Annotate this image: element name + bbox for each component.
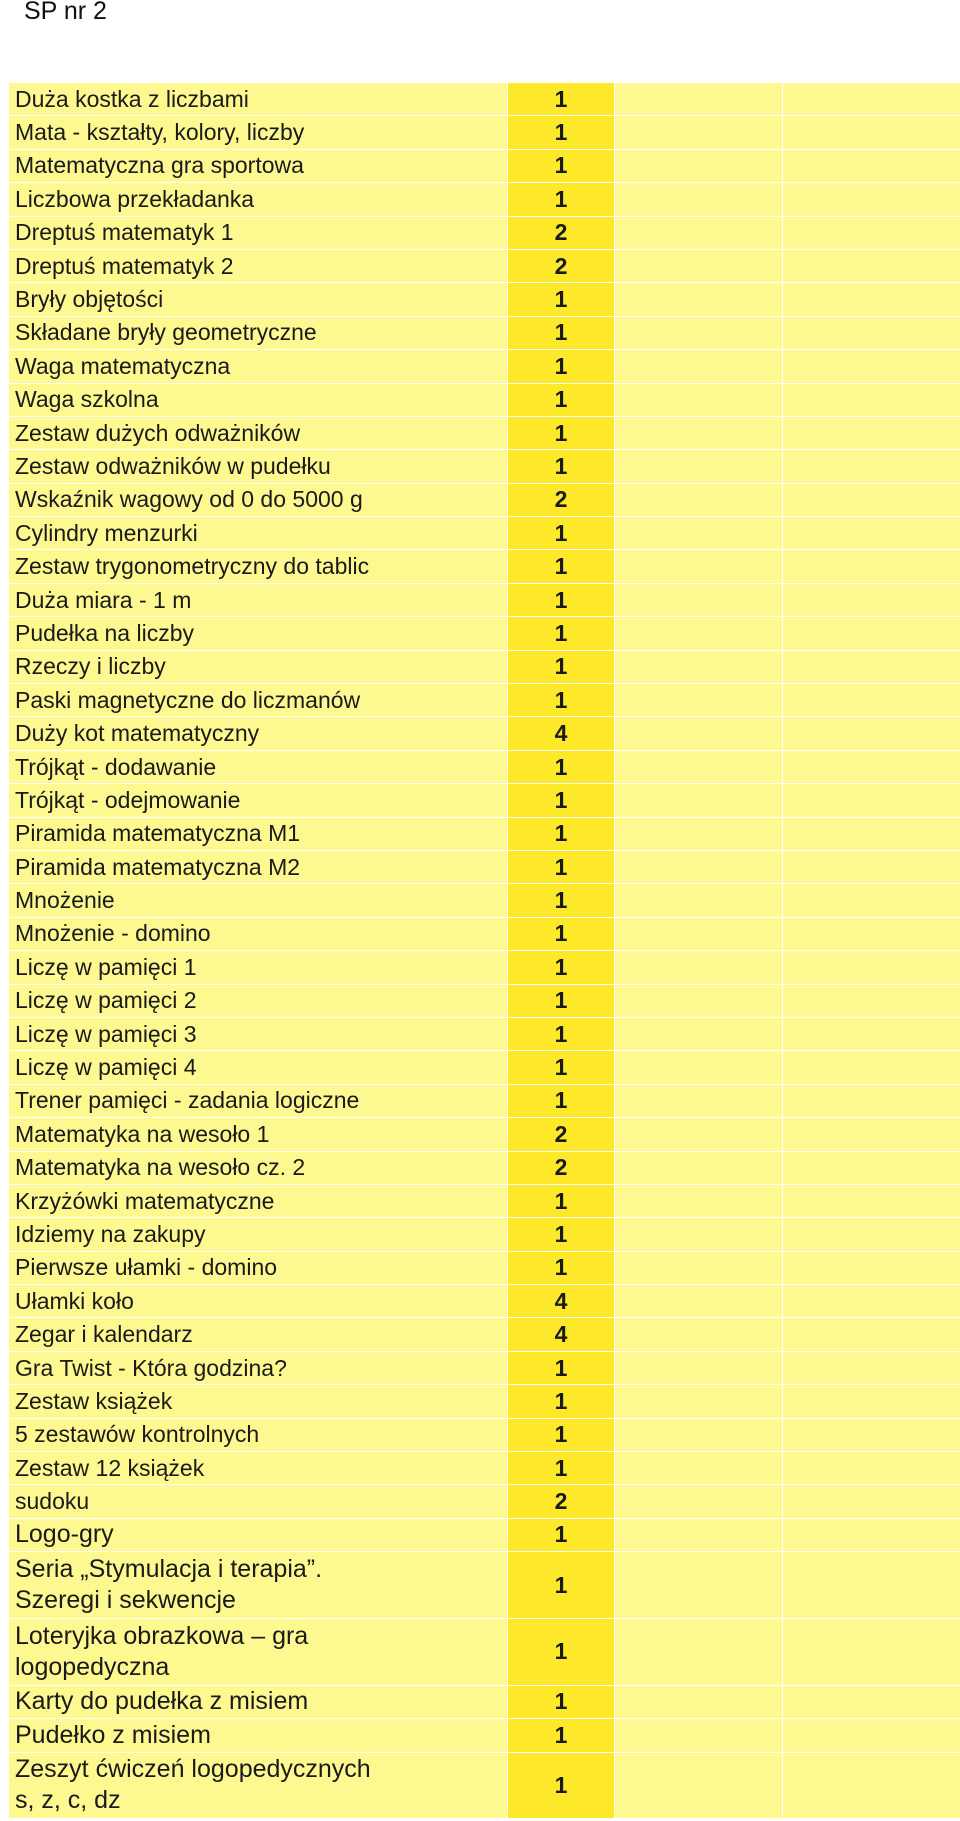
item-name-cell: Mnożenie bbox=[9, 884, 508, 917]
empty-cell bbox=[783, 150, 960, 183]
item-name-cell: Piramida matematyczna M1 bbox=[9, 818, 508, 851]
table-row bbox=[9, 684, 960, 717]
empty-cell bbox=[783, 183, 960, 216]
table-row bbox=[9, 1619, 960, 1686]
empty-cell bbox=[783, 784, 960, 817]
item-quantity-cell: 1 bbox=[508, 350, 615, 383]
item-name-cell: Zeszyt ćwiczeń logopedycznych s, z, c, dz bbox=[9, 1753, 508, 1820]
page-title: SP nr 2 bbox=[24, 0, 107, 25]
table-row bbox=[9, 1452, 960, 1485]
empty-cell bbox=[783, 217, 960, 250]
item-quantity-cell: 1 bbox=[508, 617, 615, 650]
item-name-cell: Pudełko z misiem bbox=[9, 1719, 508, 1752]
empty-cell bbox=[615, 751, 783, 784]
empty-cell bbox=[783, 951, 960, 984]
table-row bbox=[9, 918, 960, 951]
empty-cell bbox=[615, 83, 783, 116]
empty-cell bbox=[783, 1686, 960, 1719]
item-quantity-cell: 4 bbox=[508, 717, 615, 750]
item-quantity-cell: 1 bbox=[508, 884, 615, 917]
empty-cell bbox=[783, 83, 960, 116]
table-row bbox=[9, 1218, 960, 1251]
empty-cell bbox=[615, 183, 783, 216]
item-name-cell: Trójkąt - odejmowanie bbox=[9, 784, 508, 817]
empty-cell bbox=[615, 1018, 783, 1051]
item-quantity-cell: 2 bbox=[508, 1152, 615, 1185]
item-quantity-cell: 1 bbox=[508, 83, 615, 116]
item-quantity-cell: 1 bbox=[508, 384, 615, 417]
item-name-cell: Matematyka na wesoło 1 bbox=[9, 1118, 508, 1151]
item-quantity-cell: 1 bbox=[508, 116, 615, 149]
table-row bbox=[9, 450, 960, 483]
item-quantity-cell: 1 bbox=[508, 1252, 615, 1285]
item-name-cell: Zestaw 12 książek bbox=[9, 1452, 508, 1485]
empty-cell bbox=[615, 717, 783, 750]
table-row bbox=[9, 250, 960, 283]
empty-cell bbox=[783, 1185, 960, 1218]
item-name-cell: 5 zestawów kontrolnych bbox=[9, 1419, 508, 1452]
item-quantity-cell: 1 bbox=[508, 784, 615, 817]
item-name-cell: Trójkąt - dodawanie bbox=[9, 751, 508, 784]
empty-cell bbox=[783, 1152, 960, 1185]
empty-cell bbox=[783, 684, 960, 717]
item-quantity-cell: 1 bbox=[508, 283, 615, 316]
empty-cell bbox=[615, 1619, 783, 1686]
item-name-cell: Paski magnetyczne do liczmanów bbox=[9, 684, 508, 717]
empty-cell bbox=[615, 918, 783, 951]
table-row bbox=[9, 584, 960, 617]
item-quantity-cell: 1 bbox=[508, 183, 615, 216]
table-row bbox=[9, 1152, 960, 1185]
table-row bbox=[9, 717, 960, 750]
empty-cell bbox=[783, 283, 960, 316]
table-row bbox=[9, 1051, 960, 1084]
empty-cell bbox=[783, 450, 960, 483]
empty-cell bbox=[615, 851, 783, 884]
item-name-cell: Liczę w pamięci 4 bbox=[9, 1051, 508, 1084]
empty-cell bbox=[783, 317, 960, 350]
table-row bbox=[9, 1686, 960, 1719]
empty-cell bbox=[783, 384, 960, 417]
item-name-cell: Idziemy na zakupy bbox=[9, 1218, 508, 1251]
item-name-cell: Liczbowa przekładanka bbox=[9, 183, 508, 216]
item-quantity-cell: 1 bbox=[508, 851, 615, 884]
empty-cell bbox=[615, 450, 783, 483]
empty-cell bbox=[783, 717, 960, 750]
empty-cell bbox=[783, 818, 960, 851]
item-name-cell: Karty do pudełka z misiem bbox=[9, 1686, 508, 1719]
item-quantity-cell: 1 bbox=[508, 584, 615, 617]
empty-cell bbox=[783, 1252, 960, 1285]
empty-cell bbox=[783, 1118, 960, 1151]
empty-cell bbox=[615, 784, 783, 817]
table-row bbox=[9, 1419, 960, 1452]
table-row bbox=[9, 1185, 960, 1218]
table-row bbox=[9, 651, 960, 684]
empty-cell bbox=[783, 1753, 960, 1820]
item-name-cell: Waga matematyczna bbox=[9, 350, 508, 383]
empty-cell bbox=[783, 1285, 960, 1318]
item-name-cell: Zestaw dużych odważników bbox=[9, 417, 508, 450]
table-row bbox=[9, 818, 960, 851]
table-row bbox=[9, 550, 960, 583]
item-name-cell: Zestaw trygonometryczny do tablic bbox=[9, 550, 508, 583]
item-name-cell: Mata - kształty, kolory, liczby bbox=[9, 116, 508, 149]
item-quantity-cell: 1 bbox=[508, 684, 615, 717]
empty-cell bbox=[783, 651, 960, 684]
empty-cell bbox=[615, 1552, 783, 1619]
empty-cell bbox=[783, 751, 960, 784]
empty-cell bbox=[783, 350, 960, 383]
item-quantity-cell: 1 bbox=[508, 1719, 615, 1752]
empty-cell bbox=[783, 1452, 960, 1485]
item-name-cell: Liczę w pamięci 3 bbox=[9, 1018, 508, 1051]
item-name-cell: Trener pamięci - zadania logiczne bbox=[9, 1085, 508, 1118]
item-quantity-cell: 1 bbox=[508, 150, 615, 183]
item-name-cell: Zestaw książek bbox=[9, 1385, 508, 1418]
empty-cell bbox=[783, 250, 960, 283]
item-name-cell: sudoku bbox=[9, 1485, 508, 1518]
item-quantity-cell: 1 bbox=[508, 651, 615, 684]
empty-cell bbox=[615, 1686, 783, 1719]
item-quantity-cell: 1 bbox=[508, 1352, 615, 1385]
item-quantity-cell: 1 bbox=[508, 1385, 615, 1418]
empty-cell bbox=[615, 1485, 783, 1518]
item-quantity-cell: 1 bbox=[508, 1085, 615, 1118]
item-name-cell: Loteryjka obrazkowa – gra logopedyczna bbox=[9, 1619, 508, 1686]
empty-cell bbox=[615, 1118, 783, 1151]
table-row bbox=[9, 83, 960, 116]
empty-cell bbox=[783, 417, 960, 450]
empty-cell bbox=[783, 550, 960, 583]
empty-cell bbox=[783, 517, 960, 550]
empty-cell bbox=[615, 317, 783, 350]
empty-cell bbox=[615, 150, 783, 183]
item-name-cell: Gra Twist - Która godzina? bbox=[9, 1352, 508, 1385]
empty-cell bbox=[783, 1318, 960, 1351]
table-row bbox=[9, 1285, 960, 1318]
empty-cell bbox=[615, 517, 783, 550]
item-quantity-cell: 2 bbox=[508, 484, 615, 517]
empty-cell bbox=[615, 951, 783, 984]
item-quantity-cell: 1 bbox=[508, 1218, 615, 1251]
item-quantity-cell: 1 bbox=[508, 951, 615, 984]
table-row bbox=[9, 784, 960, 817]
empty-cell bbox=[783, 1719, 960, 1752]
table-row bbox=[9, 1118, 960, 1151]
empty-cell bbox=[783, 1619, 960, 1686]
item-quantity-cell: 2 bbox=[508, 217, 615, 250]
item-quantity-cell: 1 bbox=[508, 1452, 615, 1485]
empty-cell bbox=[615, 1318, 783, 1351]
item-quantity-cell: 1 bbox=[508, 450, 615, 483]
item-quantity-cell: 1 bbox=[508, 517, 615, 550]
empty-cell bbox=[615, 651, 783, 684]
item-quantity-cell: 1 bbox=[508, 1519, 615, 1552]
table-row bbox=[9, 417, 960, 450]
empty-cell bbox=[615, 1352, 783, 1385]
table-row bbox=[9, 851, 960, 884]
table-row bbox=[9, 150, 960, 183]
empty-cell bbox=[615, 1452, 783, 1485]
empty-cell bbox=[615, 1519, 783, 1552]
item-name-cell: Zegar i kalendarz bbox=[9, 1318, 508, 1351]
empty-cell bbox=[615, 1719, 783, 1752]
item-name-cell: Duży kot matematyczny bbox=[9, 717, 508, 750]
item-quantity-cell: 1 bbox=[508, 1185, 615, 1218]
table-row bbox=[9, 884, 960, 917]
item-quantity-cell: 1 bbox=[508, 317, 615, 350]
empty-cell bbox=[615, 417, 783, 450]
item-quantity-cell: 4 bbox=[508, 1318, 615, 1351]
item-name-cell: Dreptuś matematyk 1 bbox=[9, 217, 508, 250]
empty-cell bbox=[615, 1051, 783, 1084]
empty-cell bbox=[783, 116, 960, 149]
empty-cell bbox=[783, 1485, 960, 1518]
item-name-cell: Seria „Stymulacja i terapia”. Szeregi i sekwencje bbox=[9, 1552, 508, 1619]
table-row bbox=[9, 1485, 960, 1518]
empty-cell bbox=[783, 1018, 960, 1051]
item-quantity-cell: 1 bbox=[508, 417, 615, 450]
table-row bbox=[9, 217, 960, 250]
item-name-cell: Logo-gry bbox=[9, 1519, 508, 1552]
empty-cell bbox=[615, 217, 783, 250]
item-name-cell: Cylindry menzurki bbox=[9, 517, 508, 550]
table-row bbox=[9, 283, 960, 316]
item-quantity-cell: 4 bbox=[508, 1285, 615, 1318]
item-name-cell: Ułamki koło bbox=[9, 1285, 508, 1318]
empty-cell bbox=[615, 350, 783, 383]
table-row bbox=[9, 1552, 960, 1619]
item-quantity-cell: 1 bbox=[508, 985, 615, 1018]
table-row bbox=[9, 751, 960, 784]
empty-cell bbox=[615, 1419, 783, 1452]
item-quantity-cell: 1 bbox=[508, 550, 615, 583]
empty-cell bbox=[783, 884, 960, 917]
empty-cell bbox=[615, 384, 783, 417]
empty-cell bbox=[783, 1352, 960, 1385]
empty-cell bbox=[615, 1252, 783, 1285]
item-name-cell: Waga szkolna bbox=[9, 384, 508, 417]
empty-cell bbox=[615, 584, 783, 617]
table-row bbox=[9, 1385, 960, 1418]
item-name-cell: Składane bryły geometryczne bbox=[9, 317, 508, 350]
table-row bbox=[9, 350, 960, 383]
empty-cell bbox=[615, 1152, 783, 1185]
item-name-cell: Matematyka na wesoło cz. 2 bbox=[9, 1152, 508, 1185]
item-name-cell: Duża miara - 1 m bbox=[9, 584, 508, 617]
item-name-cell: Liczę w pamięci 2 bbox=[9, 985, 508, 1018]
table-row bbox=[9, 951, 960, 984]
item-name-cell: Krzyżówki matematyczne bbox=[9, 1185, 508, 1218]
empty-cell bbox=[615, 684, 783, 717]
item-quantity-cell: 1 bbox=[508, 1686, 615, 1719]
empty-cell bbox=[615, 985, 783, 1018]
item-name-cell: Bryły objętości bbox=[9, 283, 508, 316]
empty-cell bbox=[615, 1753, 783, 1820]
empty-cell bbox=[615, 283, 783, 316]
item-quantity-cell: 1 bbox=[508, 1419, 615, 1452]
table-row bbox=[9, 1719, 960, 1752]
empty-cell bbox=[615, 1185, 783, 1218]
item-quantity-cell: 1 bbox=[508, 751, 615, 784]
table-row bbox=[9, 617, 960, 650]
empty-cell bbox=[783, 1552, 960, 1619]
empty-cell bbox=[783, 851, 960, 884]
empty-cell bbox=[615, 484, 783, 517]
empty-cell bbox=[783, 1519, 960, 1552]
empty-cell bbox=[783, 1419, 960, 1452]
table-row bbox=[9, 1018, 960, 1051]
empty-cell bbox=[783, 584, 960, 617]
item-name-cell: Wskaźnik wagowy od 0 do 5000 g bbox=[9, 484, 508, 517]
empty-cell bbox=[615, 550, 783, 583]
table-row bbox=[9, 1318, 960, 1351]
item-quantity-cell: 1 bbox=[508, 1552, 615, 1619]
table-row bbox=[9, 1519, 960, 1552]
empty-cell bbox=[615, 1385, 783, 1418]
item-name-cell: Pudełka na liczby bbox=[9, 617, 508, 650]
item-name-cell: Pierwsze ułamki - domino bbox=[9, 1252, 508, 1285]
empty-cell bbox=[783, 918, 960, 951]
table-row bbox=[9, 1753, 960, 1820]
item-name-cell: Matematyczna gra sportowa bbox=[9, 150, 508, 183]
table-row bbox=[9, 183, 960, 216]
item-quantity-cell: 1 bbox=[508, 1018, 615, 1051]
table-row bbox=[9, 1252, 960, 1285]
empty-cell bbox=[615, 250, 783, 283]
empty-cell bbox=[783, 1218, 960, 1251]
empty-cell bbox=[615, 1218, 783, 1251]
empty-cell bbox=[615, 818, 783, 851]
table-row bbox=[9, 484, 960, 517]
item-quantity-cell: 1 bbox=[508, 1051, 615, 1084]
item-quantity-cell: 1 bbox=[508, 918, 615, 951]
item-quantity-cell: 2 bbox=[508, 250, 615, 283]
item-quantity-cell: 1 bbox=[508, 1619, 615, 1686]
empty-cell bbox=[783, 1385, 960, 1418]
table-row bbox=[9, 985, 960, 1018]
empty-cell bbox=[783, 484, 960, 517]
empty-cell bbox=[783, 1085, 960, 1118]
item-quantity-cell: 2 bbox=[508, 1118, 615, 1151]
table-row bbox=[9, 384, 960, 417]
item-quantity-cell: 1 bbox=[508, 818, 615, 851]
empty-cell bbox=[615, 116, 783, 149]
item-quantity-cell: 2 bbox=[508, 1485, 615, 1518]
table-row bbox=[9, 517, 960, 550]
item-name-cell: Rzeczy i liczby bbox=[9, 651, 508, 684]
item-name-cell: Duża kostka z liczbami bbox=[9, 83, 508, 116]
empty-cell bbox=[783, 985, 960, 1018]
table-row bbox=[9, 317, 960, 350]
item-name-cell: Mnożenie - domino bbox=[9, 918, 508, 951]
table-row bbox=[9, 1352, 960, 1385]
table-row bbox=[9, 116, 960, 149]
inventory-table bbox=[9, 82, 960, 1819]
empty-cell bbox=[615, 617, 783, 650]
empty-cell bbox=[615, 1285, 783, 1318]
empty-cell bbox=[615, 884, 783, 917]
item-name-cell: Zestaw odważników w pudełku bbox=[9, 450, 508, 483]
empty-cell bbox=[615, 1085, 783, 1118]
table-row bbox=[9, 1085, 960, 1118]
item-name-cell: Liczę w pamięci 1 bbox=[9, 951, 508, 984]
empty-cell bbox=[783, 617, 960, 650]
item-quantity-cell: 1 bbox=[508, 1753, 615, 1820]
item-name-cell: Piramida matematyczna M2 bbox=[9, 851, 508, 884]
empty-cell bbox=[783, 1051, 960, 1084]
item-name-cell: Dreptuś matematyk 2 bbox=[9, 250, 508, 283]
